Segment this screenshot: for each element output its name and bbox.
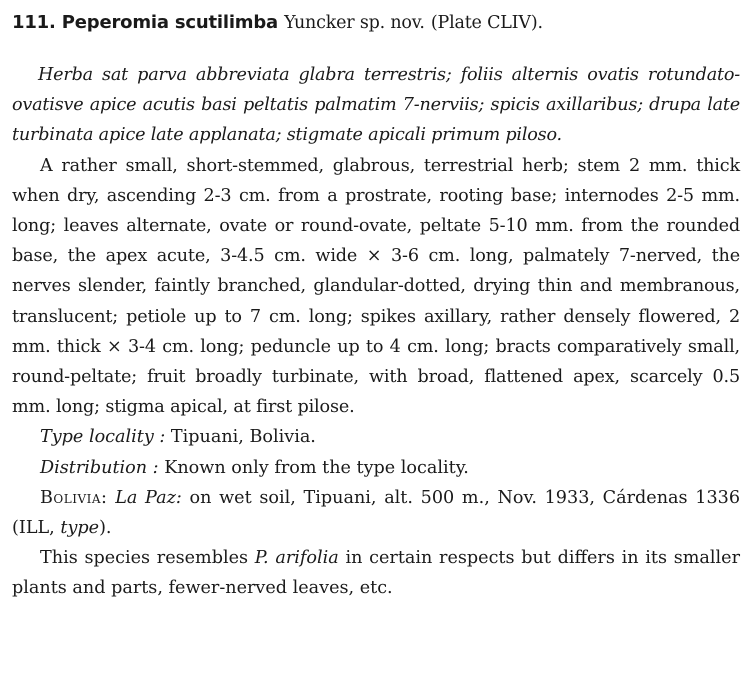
distribution-label: Distribution : [40,457,159,478]
specimen-citation [12,483,740,543]
specimen-department: La Paz: [115,487,182,508]
species-number: 111. [12,12,56,33]
remarks-species: P. arifolia [254,548,339,569]
species-entry [12,6,740,604]
plate-reference: (Plate CLIV). [430,13,543,33]
distribution [12,453,740,483]
remarks-before: This species resembles [40,548,249,569]
specimen-country: Bolivia: [40,487,108,508]
type-locality-value: Tipuani, Bolivia. [170,427,316,448]
type-locality [12,422,740,452]
latin-diagnosis: Herba sat parva abbreviata glabra terrestris; foliis alternis ovatis rotundato-ovatisve apice acutis basi peltatis palmatim 7-nerviis; spicis axillaribus; drupa late turbinata apice late applanata; stigmate apicali primum piloso. [12,65,740,146]
species-description: A rather small, short-stemmed, glabrous, terrestrial herb; stem 2 mm. thick when dry, ascending 2-3 cm. from a prostrate, rooting base; internodes 2-5 mm. long; leaves alternate, ovate or round-ovate, peltate 5-10 mm. from the rounded base, the apex acute, 3-4.5 cm. wide × 3-6 cm. long, palmately 7-nerved, the nerves slender, faintly branched, glandular-dotted, drying thin and membranous, translucent; petiole up to 7 cm. long; spikes axillary, rather densely flowered, 2 mm. thick × 3-4 cm. long; peduncle up to 4 cm. long; bracts comparatively small, round-peltate; fruit broadly turbinate, with broad, flattened apex, scarcely 0.5 mm. long; stigma apical, at first pilose. [12,155,740,418]
type-locality-label: Type locality : [40,427,166,448]
specimen-close: ). [99,518,112,539]
species-remarks [12,543,740,603]
specimen-type-word: type [60,518,100,539]
distribution-value: Known only from the type locality. [164,457,469,478]
species-author: Yuncker sp. nov. [284,13,425,33]
specimen-details: on wet soil, Tipuani, alt. 500 m., Nov. 1933, Cárdenas 1336 (ILL, [12,487,741,539]
remarks-after: in certain respects but differs in its smaller plants and parts, fewer-nerved leaves, etc. [12,548,740,599]
species-name: Peperomia scutilimba [61,12,278,33]
species-heading [12,6,740,38]
